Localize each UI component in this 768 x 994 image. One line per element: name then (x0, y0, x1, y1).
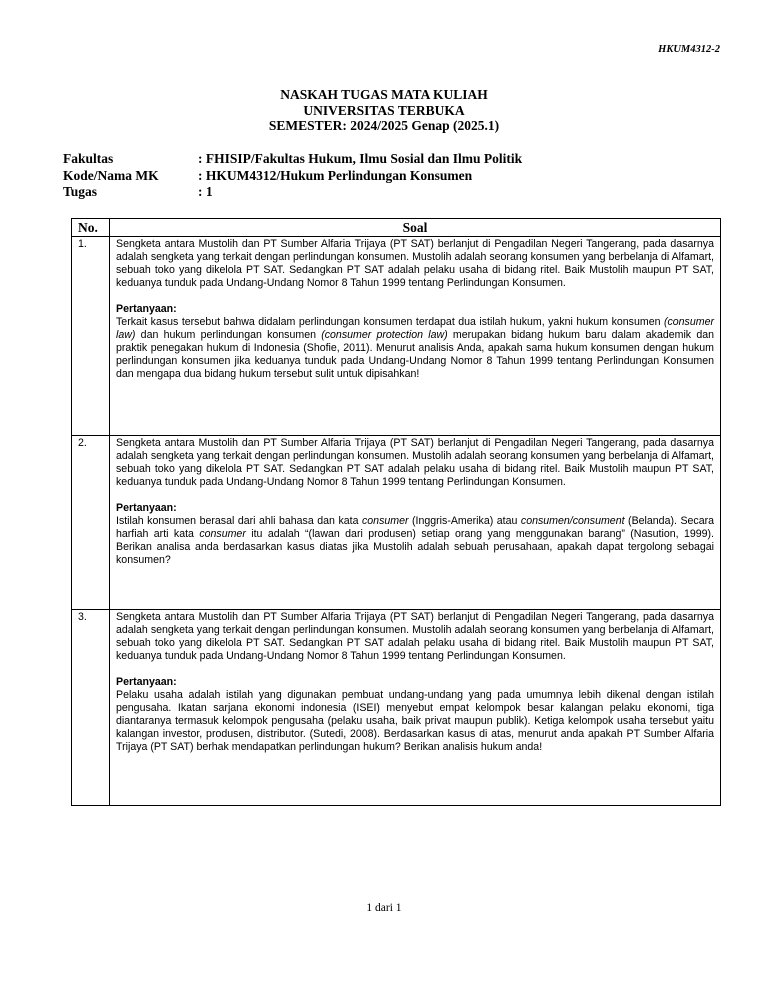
column-header-soal: Soal (110, 219, 721, 237)
question-text-part: (Belanda). Secara harfiah arti kata (116, 515, 715, 540)
case-text: Sengketa antara Mustolih dan PT Sumber Alfaria Trijaya (PT SAT) berlanjut di Pengadilan Negeri Tangerang, pada dasarnya adalah sengketa yang terkait dengan perlindungan konsumen. Mustolih adalah seorang konsumen yang berbelanja di Alfamart, sebuah toko yang dikelola PT SAT. Sedangkan PT SAT adalah pelaku usaha di bidang ritel. Baik Mustolih maupun PT SAT, keduanya tunduk pada Undang-Undang Nomor 8 Tahun 1999 tentang Perlindungan Konsumen. (116, 437, 714, 488)
question-text-part: (Inggris-Amerika) atau (408, 515, 521, 527)
fakultas-label: Fakultas (63, 151, 114, 166)
pertanyaan-label: Pertanyaan: (116, 502, 177, 514)
table-row (72, 610, 721, 806)
question-cell (110, 436, 721, 610)
title-line-3: SEMESTER: 2024/2025 Genap (2025.1) (268, 118, 500, 133)
course-code-header: HKUM4312-2 (658, 44, 720, 55)
question-text (116, 316, 714, 381)
question-cell (110, 610, 721, 806)
title-line-2: UNIVERSITAS TERBUKA (303, 102, 465, 118)
question-text: Pelaku usaha adalah istilah yang digunakan pembuat undang-undang yang pada umumnya lebih dikenal dengan istilah pengusaha. Ikatan sarjana ekonomi indonesia (ISEI) menyebut empat kelompok besar kalangan pelaku ekonomi, tiga diantaranya termasuk kelompok pengusaha (pelaku usaha, baik privat maupun publik). Ketiga kelompok usaha tersebut yaitu kalangan investor, produsen, distributor. (Sutedi, 2008). Berdasarkan kasus di atas, menurut anda apakah PT Sumber Alfaria Trijaya (PT SAT) berhak mendapatkan perlindungan hukum? Berikan analisis hukum anda! (116, 689, 714, 753)
question-number: 1. (72, 237, 110, 436)
table-row (72, 237, 721, 436)
meta-row-fakultas (63, 151, 522, 168)
question-text-part: Istilah konsumen berasal dari ahli bahasa dan kata (116, 515, 362, 527)
question-italic-term: (consumer protection law) (321, 329, 448, 341)
question-text-part: dan hukum perlindungan konsumen (135, 329, 322, 341)
fakultas-value: : FHISIP/Fakultas Hukum, Ilmu Sosial dan Ilmu Politik (198, 151, 523, 166)
mk-value: : HKUM4312/Hukum Perlindungan Konsumen (198, 167, 473, 183)
document-title (0, 87, 768, 134)
question-number: 3. (72, 610, 110, 806)
pertanyaan-label: Pertanyaan: (116, 303, 177, 315)
mk-label: Kode/Nama MK (63, 167, 159, 183)
course-meta (63, 151, 522, 201)
case-text: Sengketa antara Mustolih dan PT Sumber Alfaria Trijaya (PT SAT) berlanjut di Pengadilan Negeri Tangerang, pada dasarnya adalah sengketa yang terkait dengan perlindungan konsumen. Mustolih adalah seorang konsumen yang berbelanja di Alfamart, sebuah toko yang dikelola PT SAT. Sedangkan PT SAT adalah pelaku usaha di bidang ritel. Baik Mustolih maupun PT SAT, keduanya tunduk pada Undang-Undang Nomor 8 Tahun 1999 tentang Perlindungan Konsumen. (116, 611, 714, 662)
case-text: Sengketa antara Mustolih dan PT Sumber Alfaria Trijaya (PT SAT) berlanjut di Pengadilan Negeri Tangerang, pada dasarnya adalah sengketa yang terkait dengan perlindungan konsumen. Mustolih adalah seorang konsumen yang berbelanja di Alfamart, sebuah toko yang dikelola PT SAT. Sedangkan PT SAT adalah pelaku usaha di bidang ritel. Baik Mustolih maupun PT SAT, keduanya tunduk pada Undang-Undang Nomor 8 Tahun 1999 tentang Perlindungan Konsumen. (116, 238, 714, 289)
question-text (116, 515, 714, 567)
tugas-value: : 1 (198, 184, 213, 199)
table-header-row (72, 219, 721, 237)
column-header-no: No. (72, 219, 110, 237)
page-number: 1 dari 1 (366, 902, 402, 914)
tugas-label: Tugas (63, 184, 98, 199)
meta-row-tugas (63, 184, 522, 201)
meta-row-mk (63, 168, 522, 185)
question-cell (110, 237, 721, 436)
question-italic-term: (consumer law) (116, 316, 714, 341)
question-text-part: merupakan bidang hukum baru dalam akademik dan praktik penegakan hukum di Indonesia (Shofie, 2011). Menurut analisis Anda, apakah sama hukum konsumen dengan hukum perlindungan konsumen jika keduanya tunduk pada Undang-Undang Nomor 8 Tahun 1999 tentang Perlindungan Konsumen dan mengapa dua bidang hukum tersebut sulit untuk dipisahkan! (116, 329, 715, 380)
question-number: 2. (72, 436, 110, 610)
title-line-1: NASKAH TUGAS MATA KULIAH (280, 87, 488, 102)
question-table (71, 218, 721, 806)
question-text-part: Terkait kasus tersebut bahwa didalam perlindungan konsumen terdapat dua istilah hukum, yakni hukum konsumen (116, 316, 664, 328)
question-italic-term: consumen/consument (520, 515, 625, 527)
table-row (72, 436, 721, 610)
question-italic-term: consumer (361, 515, 409, 527)
question-text-part: itu adalah “(lawan dari produsen) setiap orang yang menggunakan barang” (Nasution, 1999). Berikan analisa anda berdasarkan kasus diatas jika Mustolih adalah sebuah perusahaan, apakah dapat tergolong sebagai konsumen? (116, 528, 714, 566)
pertanyaan-label: Pertanyaan: (116, 676, 177, 688)
question-italic-term: consumer (199, 528, 246, 540)
